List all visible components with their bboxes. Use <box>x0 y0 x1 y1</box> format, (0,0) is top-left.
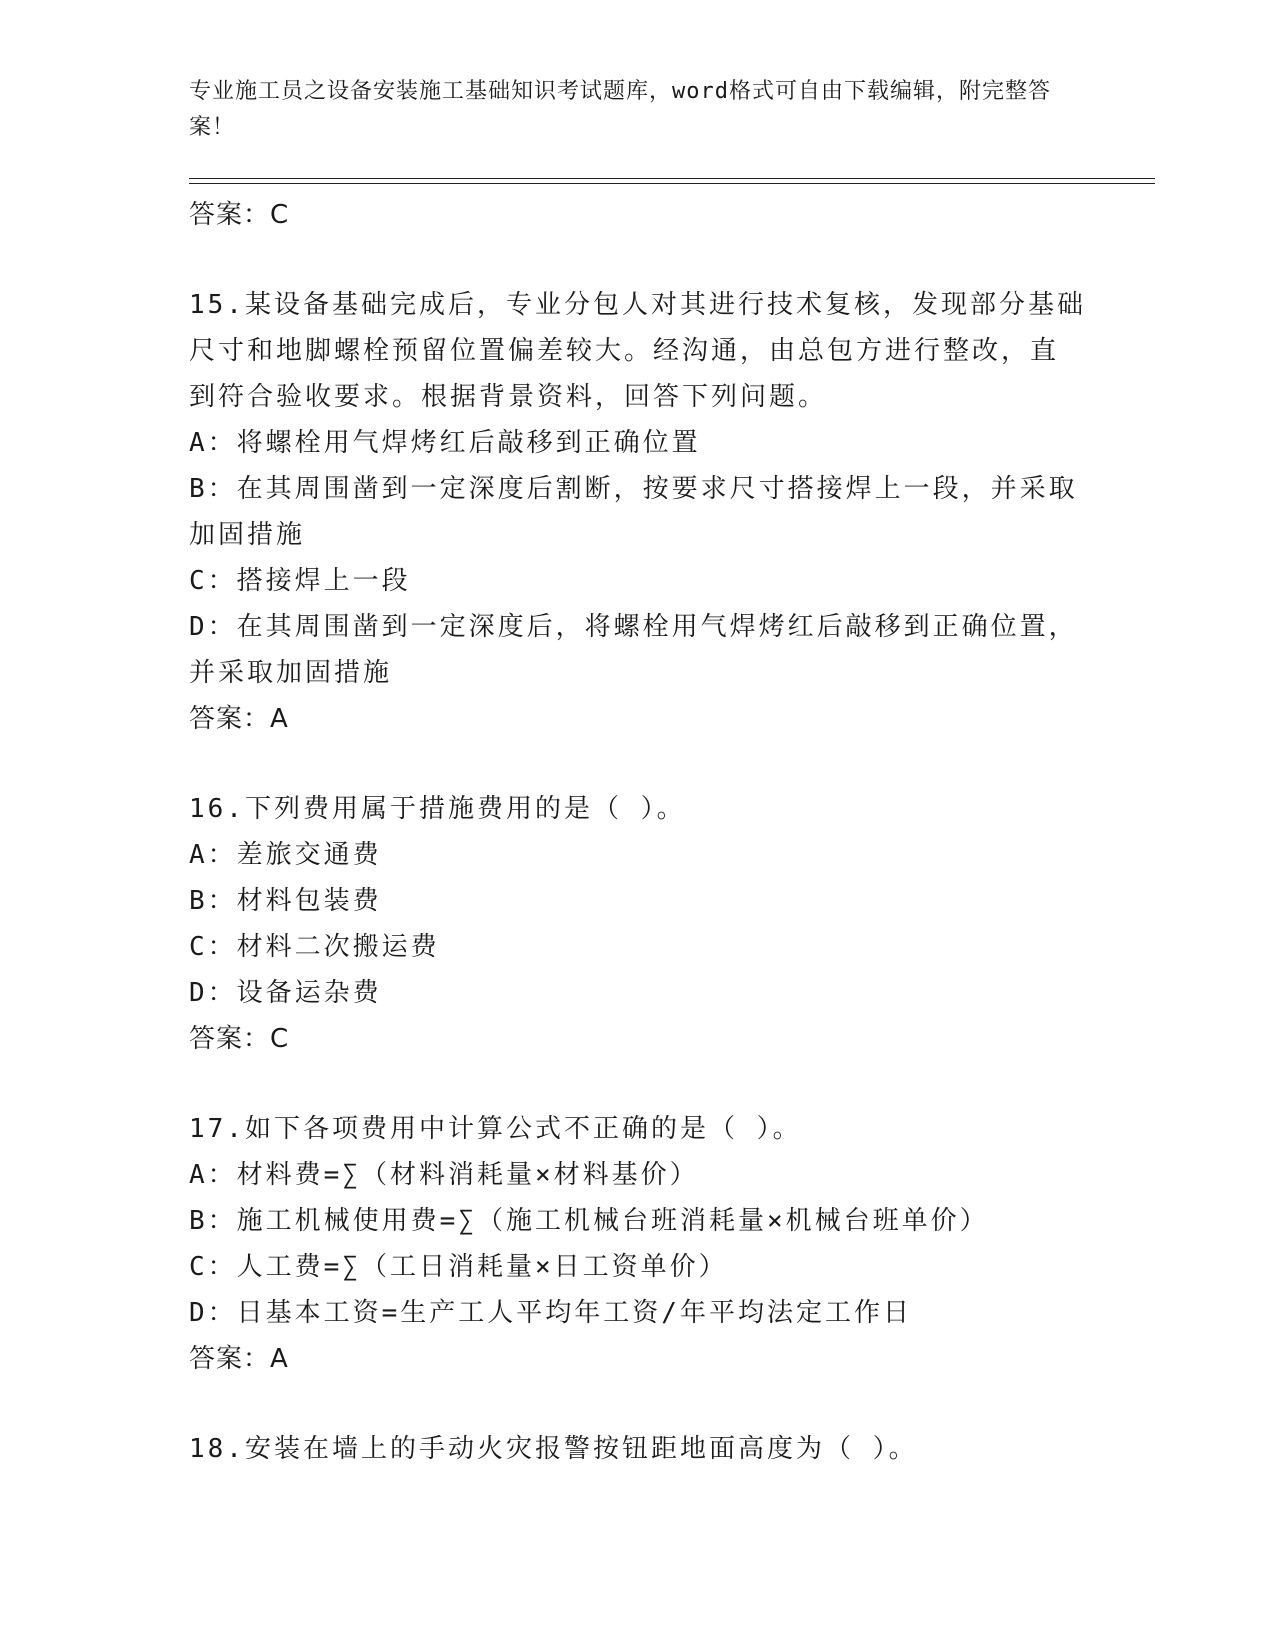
question-text-line: 到符合验收要求。根据背景资料，回答下列问题。 <box>189 382 828 412</box>
question-item <box>189 1106 1089 1382</box>
option-d: D：在其周围凿到一定深度后，将螺栓用气焊烤红后敲移到正确位置， <box>189 612 1078 642</box>
question-text-line: 17.如下各项费用中计算公式不正确的是（ ）。 <box>189 1114 802 1144</box>
option-d-continued: 并采取加固措施 <box>189 658 393 688</box>
question-item <box>189 1426 1089 1472</box>
option-d: D：日基本工资=生产工人平均年工资/年平均法定工作日 <box>189 1298 912 1328</box>
option-b-continued: 加固措施 <box>189 520 306 550</box>
option-c: C：材料二次搬运费 <box>189 932 440 962</box>
question-item <box>189 282 1089 742</box>
option-c: C：人工费=∑（工日消耗量×日工资单价） <box>189 1252 728 1282</box>
question-text-line: 15.某设备基础完成后，专业分包人对其进行技术复核，发现部分基础 <box>189 290 1086 320</box>
question-text-line: 18.安装在墙上的手动火灾报警按钮距地面高度为（ ）。 <box>189 1434 918 1464</box>
header-rule-bottom <box>189 183 1155 184</box>
option-b: B：在其周围凿到一定深度后割断，按要求尺寸搭接焊上一段，并采取 <box>189 474 1078 504</box>
question-list <box>189 192 1089 1472</box>
question-text-line: 尺寸和地脚螺栓预留位置偏差较大。经沟通，由总包方进行整改，直 <box>189 336 1060 366</box>
answer-line: 答案：C <box>189 200 290 230</box>
question-text-line: 16.下列费用属于措施费用的是（ ）。 <box>189 794 686 824</box>
document-header: 专业施工员之设备安装施工基础知识考试题库，word格式可自由下载编辑，附完整答案！ <box>189 79 1051 140</box>
option-a: A：材料费=∑（材料消耗量×材料基价） <box>189 1160 699 1190</box>
option-c: C：搭接焊上一段 <box>189 566 411 596</box>
option-b: B：施工机械使用费=∑（施工机械台班消耗量×机械台班单价） <box>189 1206 989 1236</box>
answer-line: 答案：A <box>189 1344 289 1374</box>
option-d: D：设备运杂费 <box>189 978 382 1008</box>
question-item <box>189 786 1089 1062</box>
header-rule-top <box>189 178 1155 179</box>
option-b: B：材料包装费 <box>189 886 382 916</box>
answer-line: 答案：C <box>189 1024 290 1054</box>
option-a: A：将螺栓用气焊烤红后敲移到正确位置 <box>189 428 701 458</box>
option-a: A：差旅交通费 <box>189 840 382 870</box>
answer-line: 答案：A <box>189 704 289 734</box>
